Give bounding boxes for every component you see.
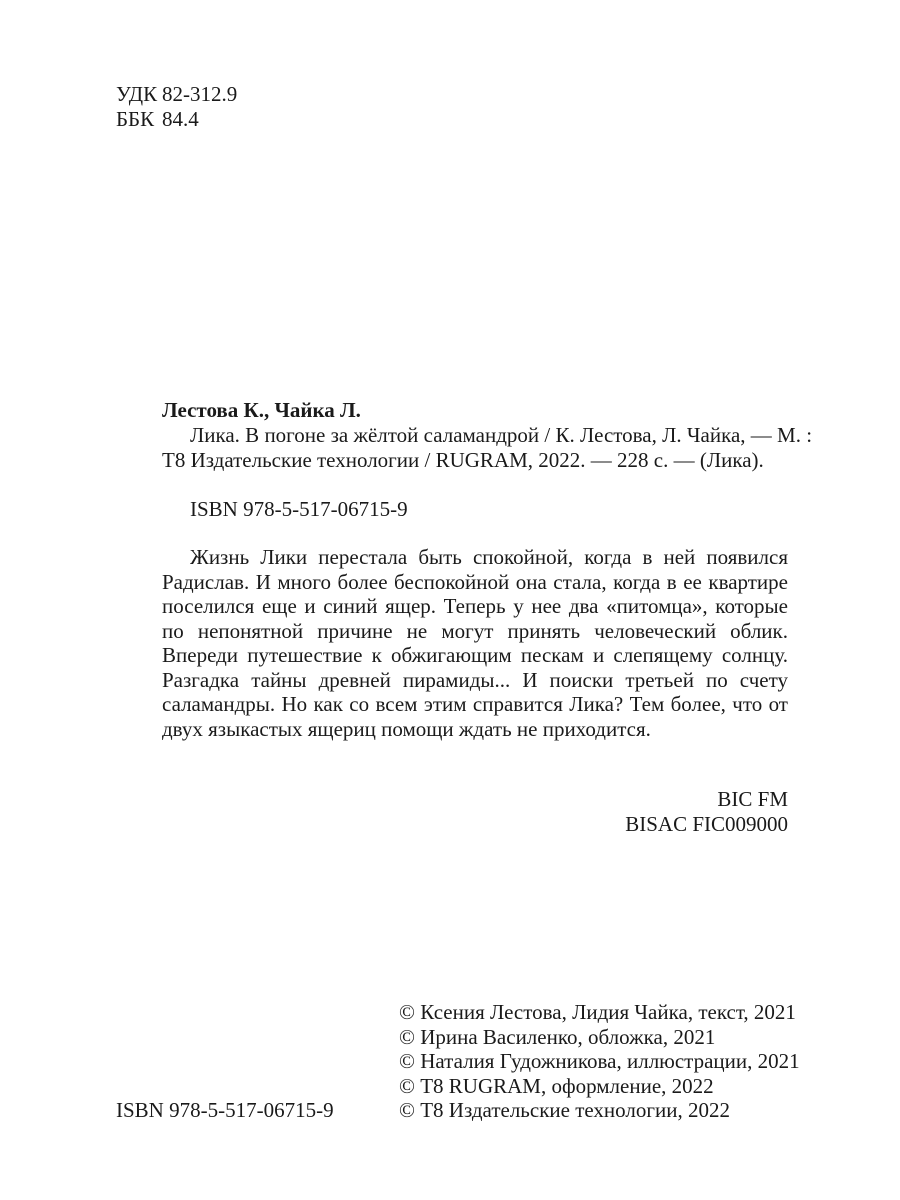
bbk-row (116, 107, 199, 132)
copyright-line: © Наталия Гудожникова, иллюстрации, 2021 (399, 1049, 800, 1073)
title-line-2: Т8 Издательские технологии / RUGRAM, 2022. — 228 с. — (Лика). (162, 448, 764, 472)
annotation-paragraph: Жизнь Лики перестала быть спокойной, когда в ней появился Радислав. И много более беспокойной она стала, когда в ее квартире поселился еще и синий ящер. Теперь у нее два «питомца», которые по непонятной причине не могут принять человеческий облик. Впереди путешествие к обжигающим пескам и слепящему солнцу. Разгадка тайны древней пирамиды... И поиски третьей по счету саламандры. Но как со всем этим справится Лика? Тем более, что от двух языкастых ящериц помощи ждать не приходится. (162, 545, 788, 741)
bbk-label: ББК (116, 107, 155, 131)
title-line-1: Лика. В погоне за жёлтой саламандрой / К. Лестова, Л. Чайка, — М. : (190, 423, 813, 447)
udk-row (116, 82, 237, 107)
bisac-code: BISAC FIC009000 (625, 812, 788, 836)
copyright-line: © Ирина Василенко, обложка, 2021 (399, 1024, 716, 1049)
copyright-list (399, 1000, 800, 1123)
bbk-value: 84.4 (162, 107, 199, 131)
bic-code: BIC FM (717, 787, 788, 811)
isbn-main: ISBN 978-5-517-06715-9 (190, 497, 408, 521)
udk-value: 82-312.9 (162, 82, 238, 106)
authors-heading: Лестова К., Чайка Л. (162, 398, 361, 422)
subject-codes (625, 787, 788, 837)
isbn-bottom: ISBN 978-5-517-06715-9 (116, 1098, 334, 1122)
copyright-line: © Ксения Лестова, Лидия Чайка, текст, 2021 (399, 1000, 796, 1024)
copyright-line: © Т8 Издательские технологии, 2022 (399, 1098, 730, 1122)
udk-label: УДК (116, 82, 158, 106)
copyright-line: © Т8 RUGRAM, оформление, 2022 (399, 1073, 714, 1098)
